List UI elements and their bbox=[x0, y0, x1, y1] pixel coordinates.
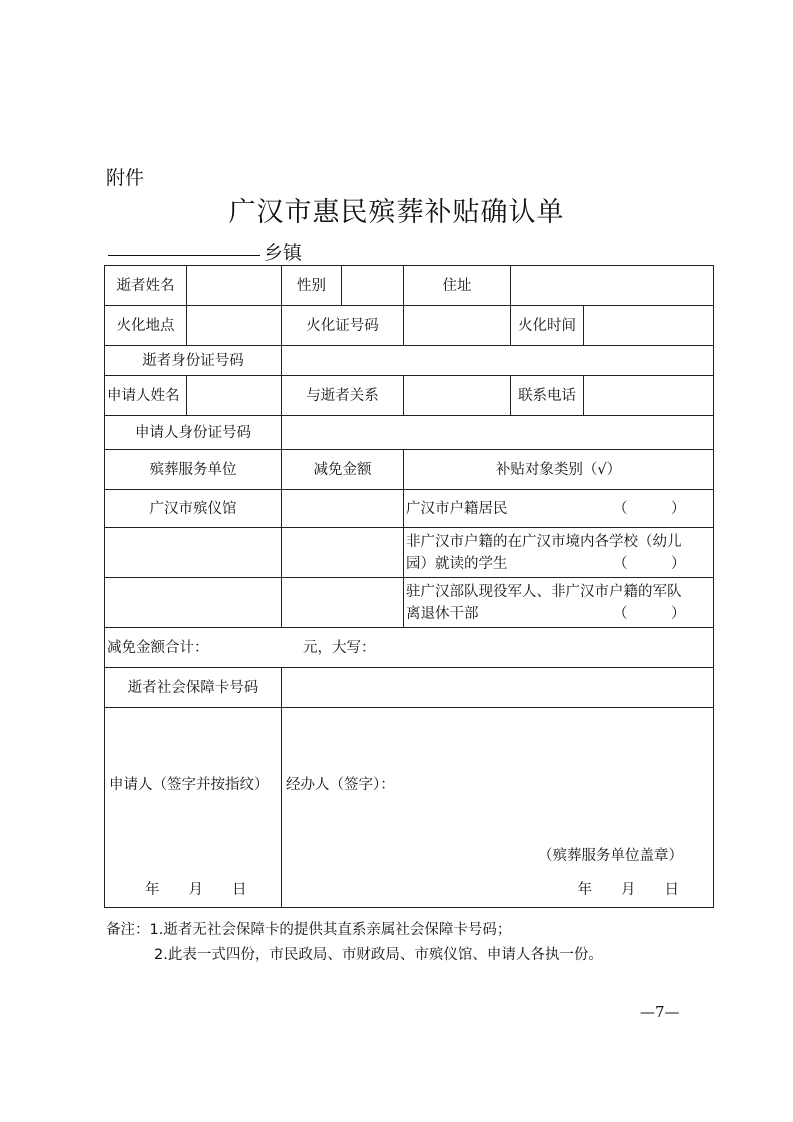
category-1-checkbox[interactable]: （ ） bbox=[613, 500, 686, 517]
category-2-line1: 非广汉市户籍的在广汉市境内各学校（幼儿 bbox=[406, 533, 682, 550]
reduction-amount-header: 减免金额 bbox=[282, 450, 404, 490]
applicant-name-label: 申请人姓名 bbox=[105, 376, 187, 416]
deceased-name-label: 逝者姓名 bbox=[105, 266, 187, 306]
social-card-label: 逝者社会保障卡号码 bbox=[105, 668, 282, 708]
subsidy-category-header: 补贴对象类别（√） bbox=[404, 450, 714, 490]
note-2: 2.此表一式四份，市民政局、市财政局、市殡仪馆、申请人各执一份。 bbox=[154, 947, 603, 963]
applicant-id-label: 申请人身份证号码 bbox=[105, 416, 282, 450]
applicant-id-field[interactable] bbox=[282, 416, 714, 450]
table-row bbox=[105, 578, 714, 628]
subsidy-form-table bbox=[104, 265, 714, 908]
cremation-cert-label: 火化证号码 bbox=[282, 306, 404, 346]
handler-sign-label: 经办人（签字）： bbox=[286, 777, 395, 793]
seal-label: （殡葬服务单位盖章） bbox=[538, 848, 683, 864]
category-2-checkbox[interactable]: （ ） bbox=[613, 555, 686, 572]
table-row bbox=[105, 376, 714, 416]
township-blank-line[interactable] bbox=[108, 255, 260, 256]
attachment-label: 附件 bbox=[106, 167, 145, 189]
category-3-line2: 离退休干部 bbox=[406, 605, 479, 622]
relation-field[interactable] bbox=[404, 376, 511, 416]
phone-field[interactable] bbox=[584, 376, 714, 416]
deceased-id-field[interactable] bbox=[282, 346, 714, 376]
township-label: 乡镇 bbox=[264, 242, 303, 264]
cremation-time-label: 火化时间 bbox=[511, 306, 584, 346]
deceased-name-field[interactable] bbox=[187, 266, 282, 306]
category-3-line1: 驻广汉部队现役军人、非广汉市户籍的军队 bbox=[406, 583, 682, 600]
total-amount-label: 减免金额合计： bbox=[107, 639, 209, 656]
table-row bbox=[105, 528, 714, 578]
deceased-id-label: 逝者身份证号码 bbox=[105, 346, 282, 376]
table-row bbox=[105, 266, 714, 306]
service-unit-field-2[interactable] bbox=[105, 528, 282, 578]
category-2-line2: 园）就读的学生 bbox=[406, 555, 508, 572]
reduction-amount-field-1[interactable] bbox=[282, 490, 404, 528]
total-yuan-label: 元，大写： bbox=[303, 639, 376, 656]
cremation-place-label: 火化地点 bbox=[105, 306, 187, 346]
address-label: 住址 bbox=[404, 266, 511, 306]
applicant-sign-date: 年 月 日 bbox=[145, 882, 247, 898]
table-row bbox=[105, 708, 714, 908]
table-row bbox=[105, 628, 714, 668]
table-row bbox=[105, 306, 714, 346]
service-unit-header: 殡葬服务单位 bbox=[105, 450, 282, 490]
funeral-home-cell: 广汉市殡仪馆 bbox=[105, 490, 282, 528]
reduction-amount-field-2[interactable] bbox=[282, 528, 404, 578]
cremation-place-field[interactable] bbox=[187, 306, 282, 346]
applicant-name-field[interactable] bbox=[187, 376, 282, 416]
category-1-label: 广汉市户籍居民 bbox=[406, 500, 508, 517]
social-card-field[interactable] bbox=[282, 668, 714, 708]
total-amount-row[interactable] bbox=[105, 628, 714, 668]
category-3-checkbox[interactable]: （ ） bbox=[613, 605, 686, 622]
cremation-cert-field[interactable] bbox=[404, 306, 511, 346]
table-row bbox=[105, 450, 714, 490]
page-number: —7— bbox=[640, 1003, 680, 1021]
table-row bbox=[105, 416, 714, 450]
address-field[interactable] bbox=[511, 266, 714, 306]
table-row bbox=[105, 668, 714, 708]
relation-label: 与逝者关系 bbox=[282, 376, 404, 416]
category-2-cell[interactable] bbox=[404, 528, 714, 578]
page-title: 广汉市惠民殡葬补贴确认单 bbox=[228, 197, 565, 228]
gender-field[interactable] bbox=[342, 266, 404, 306]
applicant-sign-cell[interactable] bbox=[105, 708, 282, 908]
applicant-sign-label: 申请人（签字并按指纹） bbox=[109, 777, 269, 793]
cremation-time-field[interactable] bbox=[584, 306, 714, 346]
category-3-cell[interactable] bbox=[404, 578, 714, 628]
category-1-cell[interactable] bbox=[404, 490, 714, 528]
handler-sign-date: 年 月 日 bbox=[577, 882, 679, 898]
table-row bbox=[105, 490, 714, 528]
gender-label: 性别 bbox=[282, 266, 342, 306]
service-unit-field-3[interactable] bbox=[105, 578, 282, 628]
note-1: 备注：1.逝者无社会保障卡的提供其直系亲属社会保障卡号码； bbox=[106, 922, 512, 938]
handler-sign-cell[interactable] bbox=[282, 708, 714, 908]
reduction-amount-field-3[interactable] bbox=[282, 578, 404, 628]
phone-label: 联系电话 bbox=[511, 376, 584, 416]
table-row bbox=[105, 346, 714, 376]
